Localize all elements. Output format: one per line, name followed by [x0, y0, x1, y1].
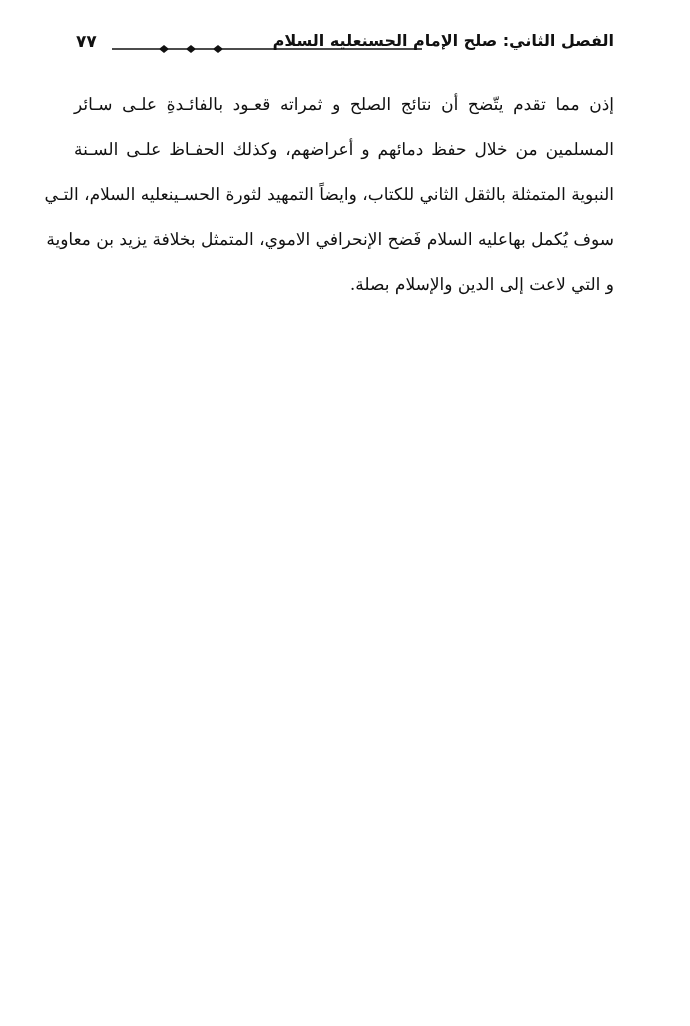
- page-number: ٧٧: [76, 32, 97, 52]
- paragraph-line: النبوية المتمثلة بالثقل الثاني للكتاب، وايضاً التمهيد لثورة الحسـينعليه السلام، التـي: [44, 185, 614, 205]
- paragraph-line: إذن مما تقدم يتّضح أن نتائج الصلح و ثمراته قعـود بالفائـدةِ علـى سـائر: [74, 95, 614, 115]
- page-header: [76, 30, 614, 60]
- paragraph-line: المسلمين من خلال حفظ دمائهم و أعراضهم، وكذلك الحفـاظ علـى السـنة: [74, 140, 614, 160]
- body-paragraph: [44, 83, 614, 308]
- paragraph-line: سوف يُكمل بهاعليه السلام فَضح الإنحرافي الاموي، المتمثل بخلافة يزيد بن معاوية: [46, 230, 614, 250]
- paragraph-line: و التي لاعت إلى الدين والإسلام بصلة.: [349, 275, 614, 295]
- chapter-title: الفصل الثاني: صلح الإمام الحسنعليه السلام: [272, 31, 614, 50]
